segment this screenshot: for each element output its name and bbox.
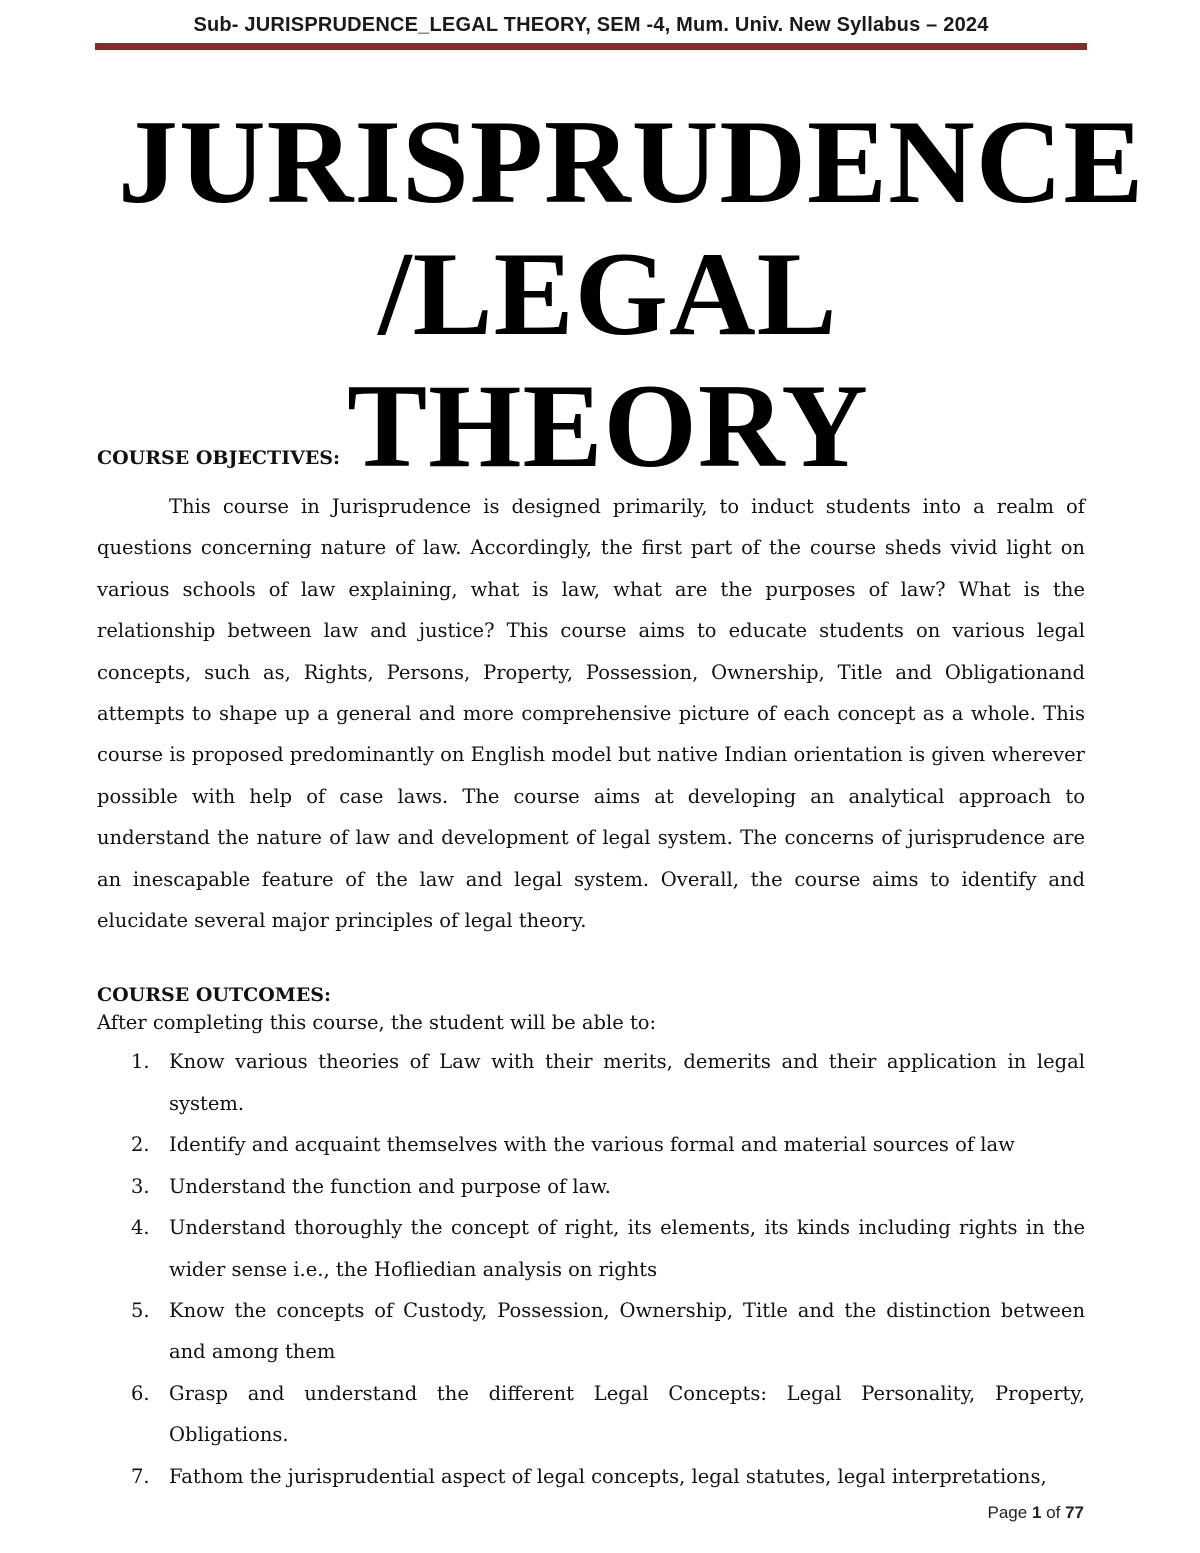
list-item-number: 4. [131, 1216, 150, 1240]
list-item-text: Know various theories of Law with their merits, demerits and their application in legal system. [169, 1050, 1085, 1115]
list-item-text: Identify and acquaint themselves with the various formal and material sources of law [169, 1133, 1015, 1157]
page-total: 77 [1065, 1503, 1084, 1522]
list-item-text: Grasp and understand the different Legal Concepts: Legal Personality, Property, Obligations. [169, 1381, 1085, 1447]
list-item [97, 1041, 1085, 1124]
page-label: Page [987, 1503, 1028, 1522]
title-line-2: /LEGAL THEORY [347, 227, 869, 492]
list-item-number: 6. [131, 1381, 150, 1405]
page-number [988, 1503, 1084, 1523]
title-line-1: JURISPRUDENCE [118, 95, 1145, 228]
list-item-text: Understand thoroughly the concept of right, its elements, its kinds including rights in the wider sense i.e., the Hofliedian analysis on rights [169, 1216, 1085, 1281]
document-body [97, 444, 1085, 1497]
list-item-number: 7. [131, 1464, 150, 1488]
list-item-number: 2. [131, 1133, 150, 1157]
course-objectives-section [97, 444, 1085, 941]
list-item [97, 1373, 1085, 1456]
list-item-number: 5. [131, 1298, 150, 1322]
list-item [97, 1290, 1085, 1373]
list-item [97, 1207, 1085, 1290]
list-item-text: Understand the function and purpose of law. [169, 1174, 611, 1198]
course-outcomes-section [97, 981, 1085, 1496]
course-objectives-heading: COURSE OBJECTIVES: [97, 447, 341, 469]
list-item-text: Know the concepts of Custody, Possession, Ownership, Title and the distinction between and among them [169, 1298, 1085, 1364]
course-outcomes-heading: COURSE OUTCOMES: [97, 984, 332, 1007]
list-item-number: 1. [131, 1050, 150, 1074]
course-outcomes-list [97, 1041, 1085, 1496]
course-objectives-paragraph: This course in Jurisprudence is designed primarily, to induct students into a realm of questions concerning nature of law. Accordingly, the first part of the course sheds vivid light on various schools of law explaining, what is law, what are the purposes of law? What is the relationship between law and justice? This course aims to educate students on various legal concepts, such as, Rights, Persons, Property, Possession, Ownership, Title and Obligationand attempts to shape up a general and more comprehensive picture of each concept as a whole. This course is proposed predominantly on English model but native Indian orientation is given wherever possible with help of case laws. The course aims at developing an analytical approach to understand the nature of law and development of legal system. The concerns of jurisprudence are an inescapable feature of the law and legal system. Overall, the course aims to identify and elucidate several major principles of legal theory. [97, 495, 1085, 933]
list-item [97, 1124, 1085, 1165]
header-divider [95, 43, 1087, 50]
page-current: 1 [1031, 1503, 1042, 1522]
course-outcomes-intro: After completing this course, the student will be able to: [97, 1011, 657, 1035]
list-item-number: 3. [131, 1174, 150, 1198]
page-of-label: of [1046, 1503, 1061, 1522]
document-title [118, 95, 1145, 492]
list-item [97, 1166, 1085, 1207]
list-item [97, 1456, 1085, 1497]
running-header: Sub- JURISPRUDENCE_LEGAL THEORY, SEM -4, Mum. Univ. New Syllabus – 2024 [193, 14, 989, 36]
list-item-text: Fathom the jurisprudential aspect of legal concepts, legal statutes, legal interpretations, [169, 1464, 1047, 1488]
